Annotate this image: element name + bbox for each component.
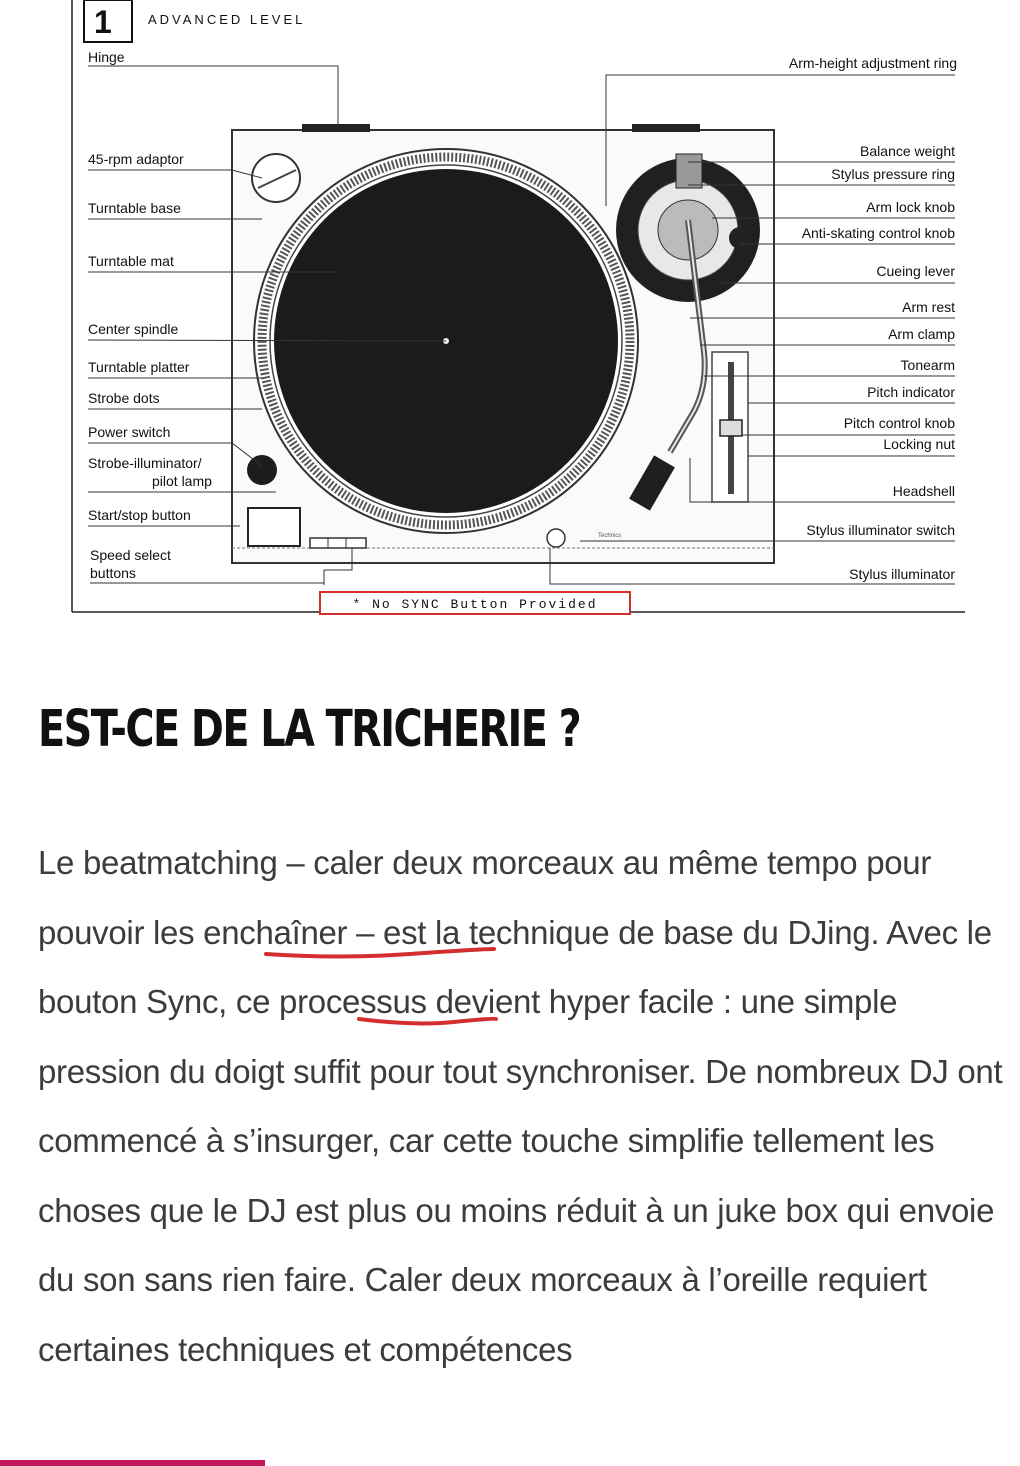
level-number: 1 [94, 4, 112, 40]
label-turntable-mat: Turntable mat [88, 253, 174, 269]
label-stylus-illuminator-switch: Stylus illuminator switch [806, 522, 955, 538]
label-center-spindle: Center spindle [88, 321, 179, 337]
paragraph-text-3: ce processus devient hyper facile : une simple pression du doigt suffit pour tout synchroniser. De nombreux DJ ont commencé à s’insurger, car cette touche simplifie tellement les choses que le DJ est plus ou moins réduit à un juke box qui envoie du son sans rien faire. Caler deux morceaux à l’oreille requiert certaines techniques et compétences [38, 983, 1003, 1368]
no-sync-note: * No SYNC Button Provided [352, 597, 598, 612]
label-cueing-lever: Cueing lever [876, 263, 955, 279]
reading-progress-bar [0, 1460, 265, 1466]
label-speed-select: Speed select [90, 547, 171, 563]
turntable-diagram [0, 0, 1020, 620]
label-pitch-control-knob: Pitch control knob [843, 415, 955, 431]
reading-progress-track [0, 1460, 1020, 1466]
label-speed-buttons: buttons [90, 565, 136, 581]
label-arm-height-ring: Arm-height adjustment ring [788, 55, 957, 71]
level-title: ADVANCED LEVEL [148, 12, 306, 27]
label-arm-lock-knob: Arm lock knob [866, 199, 955, 215]
label-power-switch: Power switch [88, 424, 171, 440]
label-balance-weight: Balance weight [860, 143, 955, 159]
label-arm-rest: Arm rest [902, 299, 955, 315]
label-stylus-illuminator: Stylus illuminator [849, 566, 955, 582]
svg-text:Technics: Technics [598, 533, 622, 539]
label-pilot-lamp: pilot lamp [152, 473, 212, 489]
label-hinge: Hinge [88, 49, 125, 65]
paragraph-text-1: Le beatmatching – caler deux morceaux au même tempo pour pouvoir [38, 844, 932, 951]
label-45-rpm-adaptor: 45-rpm adaptor [88, 151, 184, 167]
label-strobe-dots: Strobe dots [88, 390, 160, 406]
paragraph-text-2: – est la technique de base du DJing. Avec le bou [38, 913, 992, 1020]
link-les-enchainer[interactable]: les enchaîner [153, 913, 348, 951]
article-heading: EST-CE DE LA TRICHERIE ? [38, 700, 581, 759]
label-tonearm: Tonearm [900, 357, 955, 373]
label-pitch-indicator: Pitch indicator [867, 384, 955, 400]
link-bouton-sync[interactable]: ton Sync, [92, 983, 228, 1020]
label-start-stop-button: Start/stop button [88, 507, 191, 523]
label-locking-nut: Locking nut [883, 436, 955, 452]
label-strobe-illuminator: Strobe-illuminator/ [88, 455, 202, 471]
label-arm-clamp: Arm clamp [888, 326, 955, 342]
label-headshell: Headshell [892, 483, 955, 499]
label-turntable-platter: Turntable platter [88, 359, 190, 375]
label-anti-skating-knob: Anti-skating control knob [801, 225, 955, 241]
article-paragraph [38, 828, 1003, 1384]
label-turntable-base: Turntable base [88, 200, 181, 216]
label-stylus-pressure-ring: Stylus pressure ring [831, 166, 955, 182]
